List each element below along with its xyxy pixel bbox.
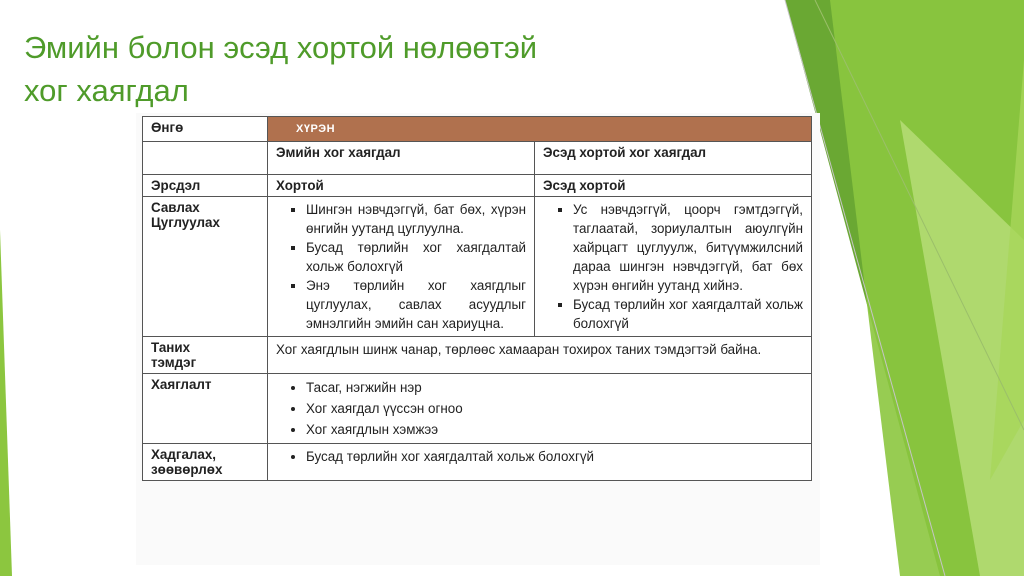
- color-value-band: ХҮРЭН: [268, 117, 812, 142]
- storage-label-line-1: Хадгалах,: [151, 447, 217, 462]
- mark-text: Хог хаягдлын шинж чанар, төрлөөс хамааран тохирох таних тэмдэгтэй байна.: [268, 337, 812, 374]
- mark-label-line-1: Таних: [151, 340, 191, 355]
- left-green-sliver: [0, 230, 12, 576]
- collect-col1: [268, 197, 535, 337]
- collect-col2-list: [543, 200, 803, 333]
- list-item: ▪ Шингэн нэвчдэггүй, бат бөх, хүрэн өнгийн уутанд цуглуулна.: [306, 200, 526, 238]
- mark-label: [143, 337, 268, 374]
- row-headers: [143, 142, 812, 175]
- storage-label: [143, 444, 268, 481]
- risk-col2: Эсэд хортой: [535, 175, 812, 197]
- slide-title: [24, 26, 724, 112]
- waste-info-table: [142, 116, 812, 481]
- mark-label-line-2: тэмдэг: [151, 355, 197, 370]
- row-collect: [143, 197, 812, 337]
- row-storage: [143, 444, 812, 481]
- list-item: • Хог хаягдлын хэмжээ: [306, 419, 803, 440]
- list-item: ▪ Ус нэвчдэггүй, цоорч гэмтдэггүй, таглаатай, зориулалтын аюулгүйн хайрцагт цуглуулж, битүүмжилсний дараа шингэн нэвчдэггүй, бат бөх хүрэн өнгийн уутанд хийнэ.: [573, 200, 803, 295]
- labeling-list: [276, 377, 803, 440]
- color-label: Өнгө: [143, 117, 268, 142]
- list-item: ▪ Энэ төрлийн хог хаягдлыг цуглуулах, савлах асуудлыг эмнэлгийн эмийн сан хариуцна.: [306, 276, 526, 333]
- storage-content: [268, 444, 812, 481]
- row-color: [143, 117, 812, 142]
- risk-col1: Хортой: [268, 175, 535, 197]
- collect-col2: [535, 197, 812, 337]
- row-mark: [143, 337, 812, 374]
- collect-col1-list: [276, 200, 526, 333]
- list-item: • Хог хаягдал үүссэн огноо: [306, 398, 803, 419]
- row-labeling: [143, 374, 812, 444]
- empty-header-cell: [143, 142, 268, 175]
- slide-title-line-1: Эмийн болон эсэд хортой нөлөөтэй: [24, 30, 538, 65]
- collect-label-line-1: Савлах: [151, 200, 200, 215]
- risk-label: Эрсдэл: [143, 175, 268, 197]
- slide-title-line-2: хог хаягдал: [24, 73, 189, 108]
- labeling-label: Хаяглалт: [143, 374, 268, 444]
- list-item: • Бусад төрлийн хог хаягдалтай хольж болохгүй: [306, 447, 803, 466]
- list-item: • Тасаг, нэгжийн нэр: [306, 377, 803, 398]
- collect-label: [143, 197, 268, 337]
- row-risk: [143, 175, 812, 197]
- list-item: ▪ Бусад төрлийн хог хаягдалтай хольж болохгүй: [306, 238, 526, 276]
- labeling-content: [268, 374, 812, 444]
- list-item: ▪ Бусад төрлийн хог хаягдалтай хольж болохгүй: [573, 295, 803, 333]
- storage-list: [276, 447, 803, 466]
- collect-label-line-2: Цуглуулах: [151, 215, 220, 230]
- col1-header: Эмийн хог хаягдал: [268, 142, 535, 175]
- storage-label-line-2: зөөвөрлөх: [151, 462, 223, 477]
- col2-header: Эсэд хортой хог хаягдал: [535, 142, 812, 175]
